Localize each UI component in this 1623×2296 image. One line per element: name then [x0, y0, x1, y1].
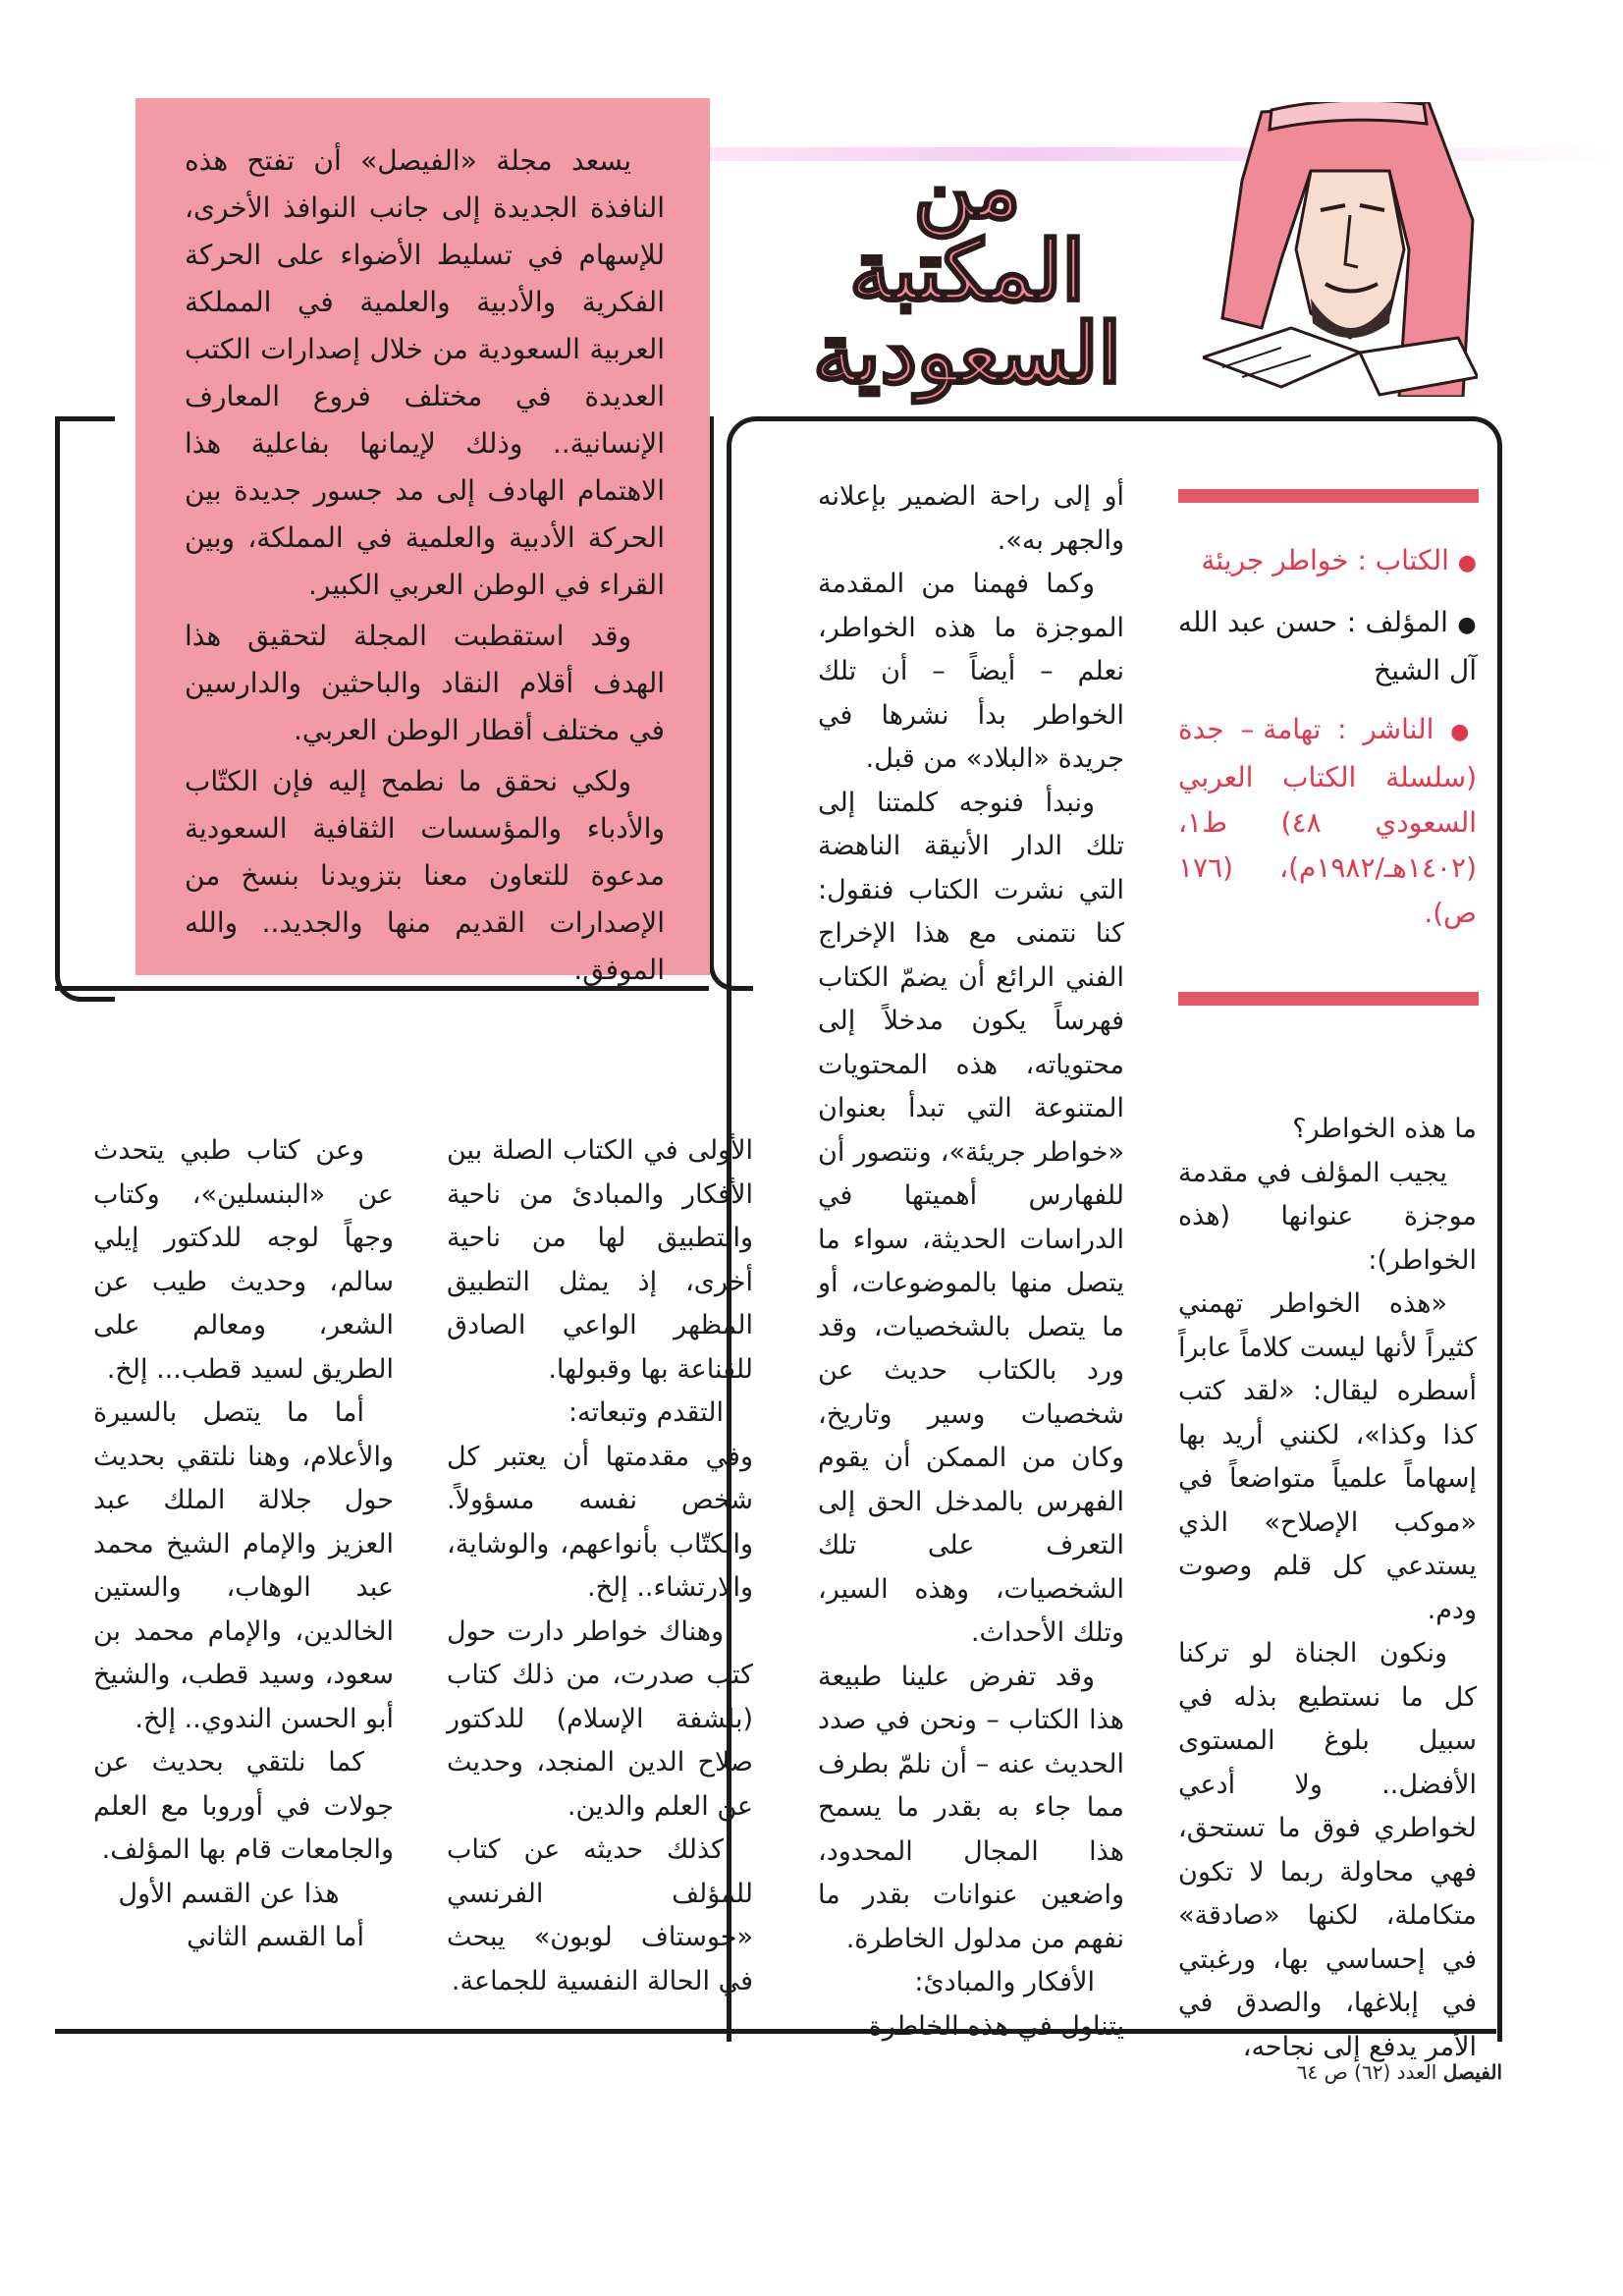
section-title [805, 139, 1129, 402]
paragraph: وهناك خواطر دارت حول كتب صدرت، من ذلك كتاب (بلشفة الإسلام) للدكتور صلاح الدين المنجد، وحديث عن العلم والدين. [447, 1615, 753, 1822]
paragraph: ونبدأ فنوجه كلمتنا إلى تلك الدار الأنيقة الناهضة التي نشرت الكتاب فنقول: كنا نتمنى مع هذا الإخراج الفني الرائع أن يضمّ الكتاب فهرساً يكون مدخلاً إلى محتوياته، هذه المحتويات المتنوعة التي تبدأ بعنوان «خواطر جريئة»، ونتصور أن للفهارس أهميتها في الدراسات الحديثة، سواء ما يتصل منها بالموضوعات، أو ما يتصل بالشخصيات، وقد ورد بالكتاب حديث عن شخصيات وسير وتاريخ، وكان من الممكن أن يقوم الفهرس بالمدخل الحق إلى التعرف على تلك الشخصيات، وهذه السير، وتلك الأحداث. [818, 787, 1124, 1648]
paragraph: الأولى في الكتاب الصلة بين الأفكار والمبادئ من ناحية والتطبيق لها من ناحية أخرى، إذ يمثل التطبيق المظهر الواعي الصادق للقناعة بها وقبولها. [447, 1135, 753, 1385]
info-book: ● الكتاب : خواطر جريئة [1201, 544, 1477, 576]
subheading: التقدم وتبعاته: [568, 1397, 724, 1428]
info-publisher: ● الناشر : تهامة – جدة (سلسلة الكتاب العربي السعودي ٤٨) ط١، (١٤٠٢هـ/١٩٨٢م)، (١٧٦ ص). [1178, 713, 1478, 929]
info-author: ● المؤلف : حسن عبد الله آل الشيخ [1178, 606, 1478, 686]
frame-line-inner [709, 416, 753, 991]
frame-line-left [55, 416, 115, 1002]
book-info [1178, 538, 1477, 950]
book-value: خواطر جريئة [1201, 544, 1349, 576]
text-column-1 [1178, 1108, 1477, 2069]
paragraph: وقد تفرض علينا طبيعة هذا الكتاب – ونحن في صدد الحديث عنه – أن نلمّ بطرف مما جاء به بقدر ما يسمح هذا المجال المحدود، واضعين عنوانات بقدر ما نفهم من مدلول الخاطرة. [818, 1661, 1124, 1954]
author-value: حسن عبد الله آل الشيخ [1178, 606, 1477, 686]
paragraph: أما القسم الثاني [187, 1922, 364, 1952]
paragraph: ونكون الجناة لو تركنا كل ما نستطيع بذله في سبيل بلوغ المستوى الأفضل.. ولا أدعي لخواطري فوق ما تستحق، فهي محاولة ربما لا تكون متكاملة، لكنها «صادقة» في إحساسي بها، ورغبتي في إبلاغها، والصدق في الأمر يدفع إلى نجاحه، [1178, 1638, 1477, 2062]
paragraph: يتناول في هذه الخاطرة [868, 2010, 1124, 2042]
paragraph: وعن كتاب طبي يتحدث عن «البنسلين»، وكتاب وجهاً لوجه للدكتور إيلي سالم، وحديث طيب عن الشعر، ومعالم على الطريق لسيد قطب... إلخ. [93, 1135, 394, 1385]
text-column-4 [93, 1129, 394, 1960]
book-label: الكتاب : [1357, 544, 1449, 576]
title-line-1: من [913, 139, 1021, 237]
paragraph: يجيب المؤلف في مقدمة موجزة عنوانها (هذه الخواطر): [1178, 1157, 1477, 1276]
issue-page: العدد (٦٢) ص ٦٤ [1296, 2060, 1437, 2084]
portrait-illustration [1203, 102, 1478, 397]
publisher-value: تهامة – جدة (سلسلة الكتاب العربي السعودي ٤٨) ط١، (١٤٠٢هـ/١٩٨٢م)، (١٧٦ ص). [1178, 713, 1477, 929]
paragraph: هذا عن القسم الأول [118, 1878, 340, 1909]
text-column-2 [818, 475, 1124, 2049]
intro-box [135, 98, 710, 986]
title-line-2: المكتبة [849, 222, 1085, 319]
intro-paragraph: وقد استقطبت المجلة لتحقيق هذا الهدف أقلام النقاد والباحثين والدارسين في مختلف أقطار الوطن العربي. [185, 620, 665, 746]
intro-paragraph: ولكي نحقق ما نطمح إليه فإن الكتّاب والأدباء والمؤسسات الثقافية السعودية مدعوة للتعاون معنا بتزويدنا بنسخ من الإصدارات القديم منها والجديد.. والله الموفق. [185, 765, 665, 986]
paragraph: أو إلى راحة الضمير بإعلانه والجهر به». [818, 481, 1124, 556]
paragraph: «هذه الخواطر تهمني كثيراً لأنها ليست كلاماً عابراً أسطره ليقال: «لقد كتب كذا وكذا»، لكنني أريد بها إسهاماً علمياً متواضعاً في «موكب الإصلاح» الذي يستدعي كل قلم وصوت ودم. [1178, 1288, 1477, 1625]
paragraph: وفي مقدمتها أن يعتبر كل شخص نفسه مسؤولاً. والكتّاب بأنواعهم، والوشاية، والارتشاء.. إلخ. [447, 1441, 753, 1603]
paragraph: وكما فهمنا من المقدمة الموجزة ما هذه الخواطر، نعلم – أيضاً – أن تلك الخواطر بدأ نشرها في جريدة «البلاد» من قبل. [818, 569, 1124, 774]
intro-paragraph: يسعد مجلة «الفيصل» أن تفتح هذه النافذة الجديدة إلى جانب النوافذ الأخرى، للإسهام في تسليط الأضواء على الحركة الفكرية والأدبية والعلمية في المملكة العربية السعودية من خلال إصدارات الكتب العديدة في مختلف فروع المعارف الإنسانية.. وذلك لإيمانها بفاعلية هذا الاهتمام الهادف إلى مد جسور جديدة بين الحركة الأدبية والعلمية في المملكة، وبين القراء في الوطن العربي الكبير. [185, 144, 665, 601]
subheading: الأفكار والمبادئ: [914, 1967, 1095, 1997]
page-footer [1237, 2060, 1502, 2084]
paragraph: ما هذه الخواطر؟ [1292, 1114, 1477, 1144]
info-bottom-bar [1178, 992, 1479, 1006]
paragraph: أما ما يتصل بالسيرة والأعلام، وهنا نلتقي بحديث حول جلالة الملك عبد العزيز والإمام الشيخ محمد عبد الوهاب، والستين الخالدين، والإمام محمد بن سعود، وسيد قطب، والشيخ أبو الحسن الندوي.. إلخ. [93, 1397, 394, 1734]
title-line-3: السعودية [813, 304, 1121, 402]
author-label: المؤلف : [1346, 606, 1448, 638]
publisher-label: الناشر : [1337, 713, 1434, 745]
info-top-bar [1178, 489, 1479, 503]
text-column-3 [447, 1129, 753, 2003]
paragraph: كذلك حديثه عن كتاب للمؤلف الفرنسي «جوستاف لوبون» يبحث في الحالة النفسية للجماعة. [447, 1834, 753, 1996]
magazine-logo: الفيصل [1442, 2060, 1502, 2084]
paragraph: كما نلتقي بحديث عن جولات في أوروبا مع العلم والجامعات قام بها المؤلف. [93, 1747, 394, 1865]
